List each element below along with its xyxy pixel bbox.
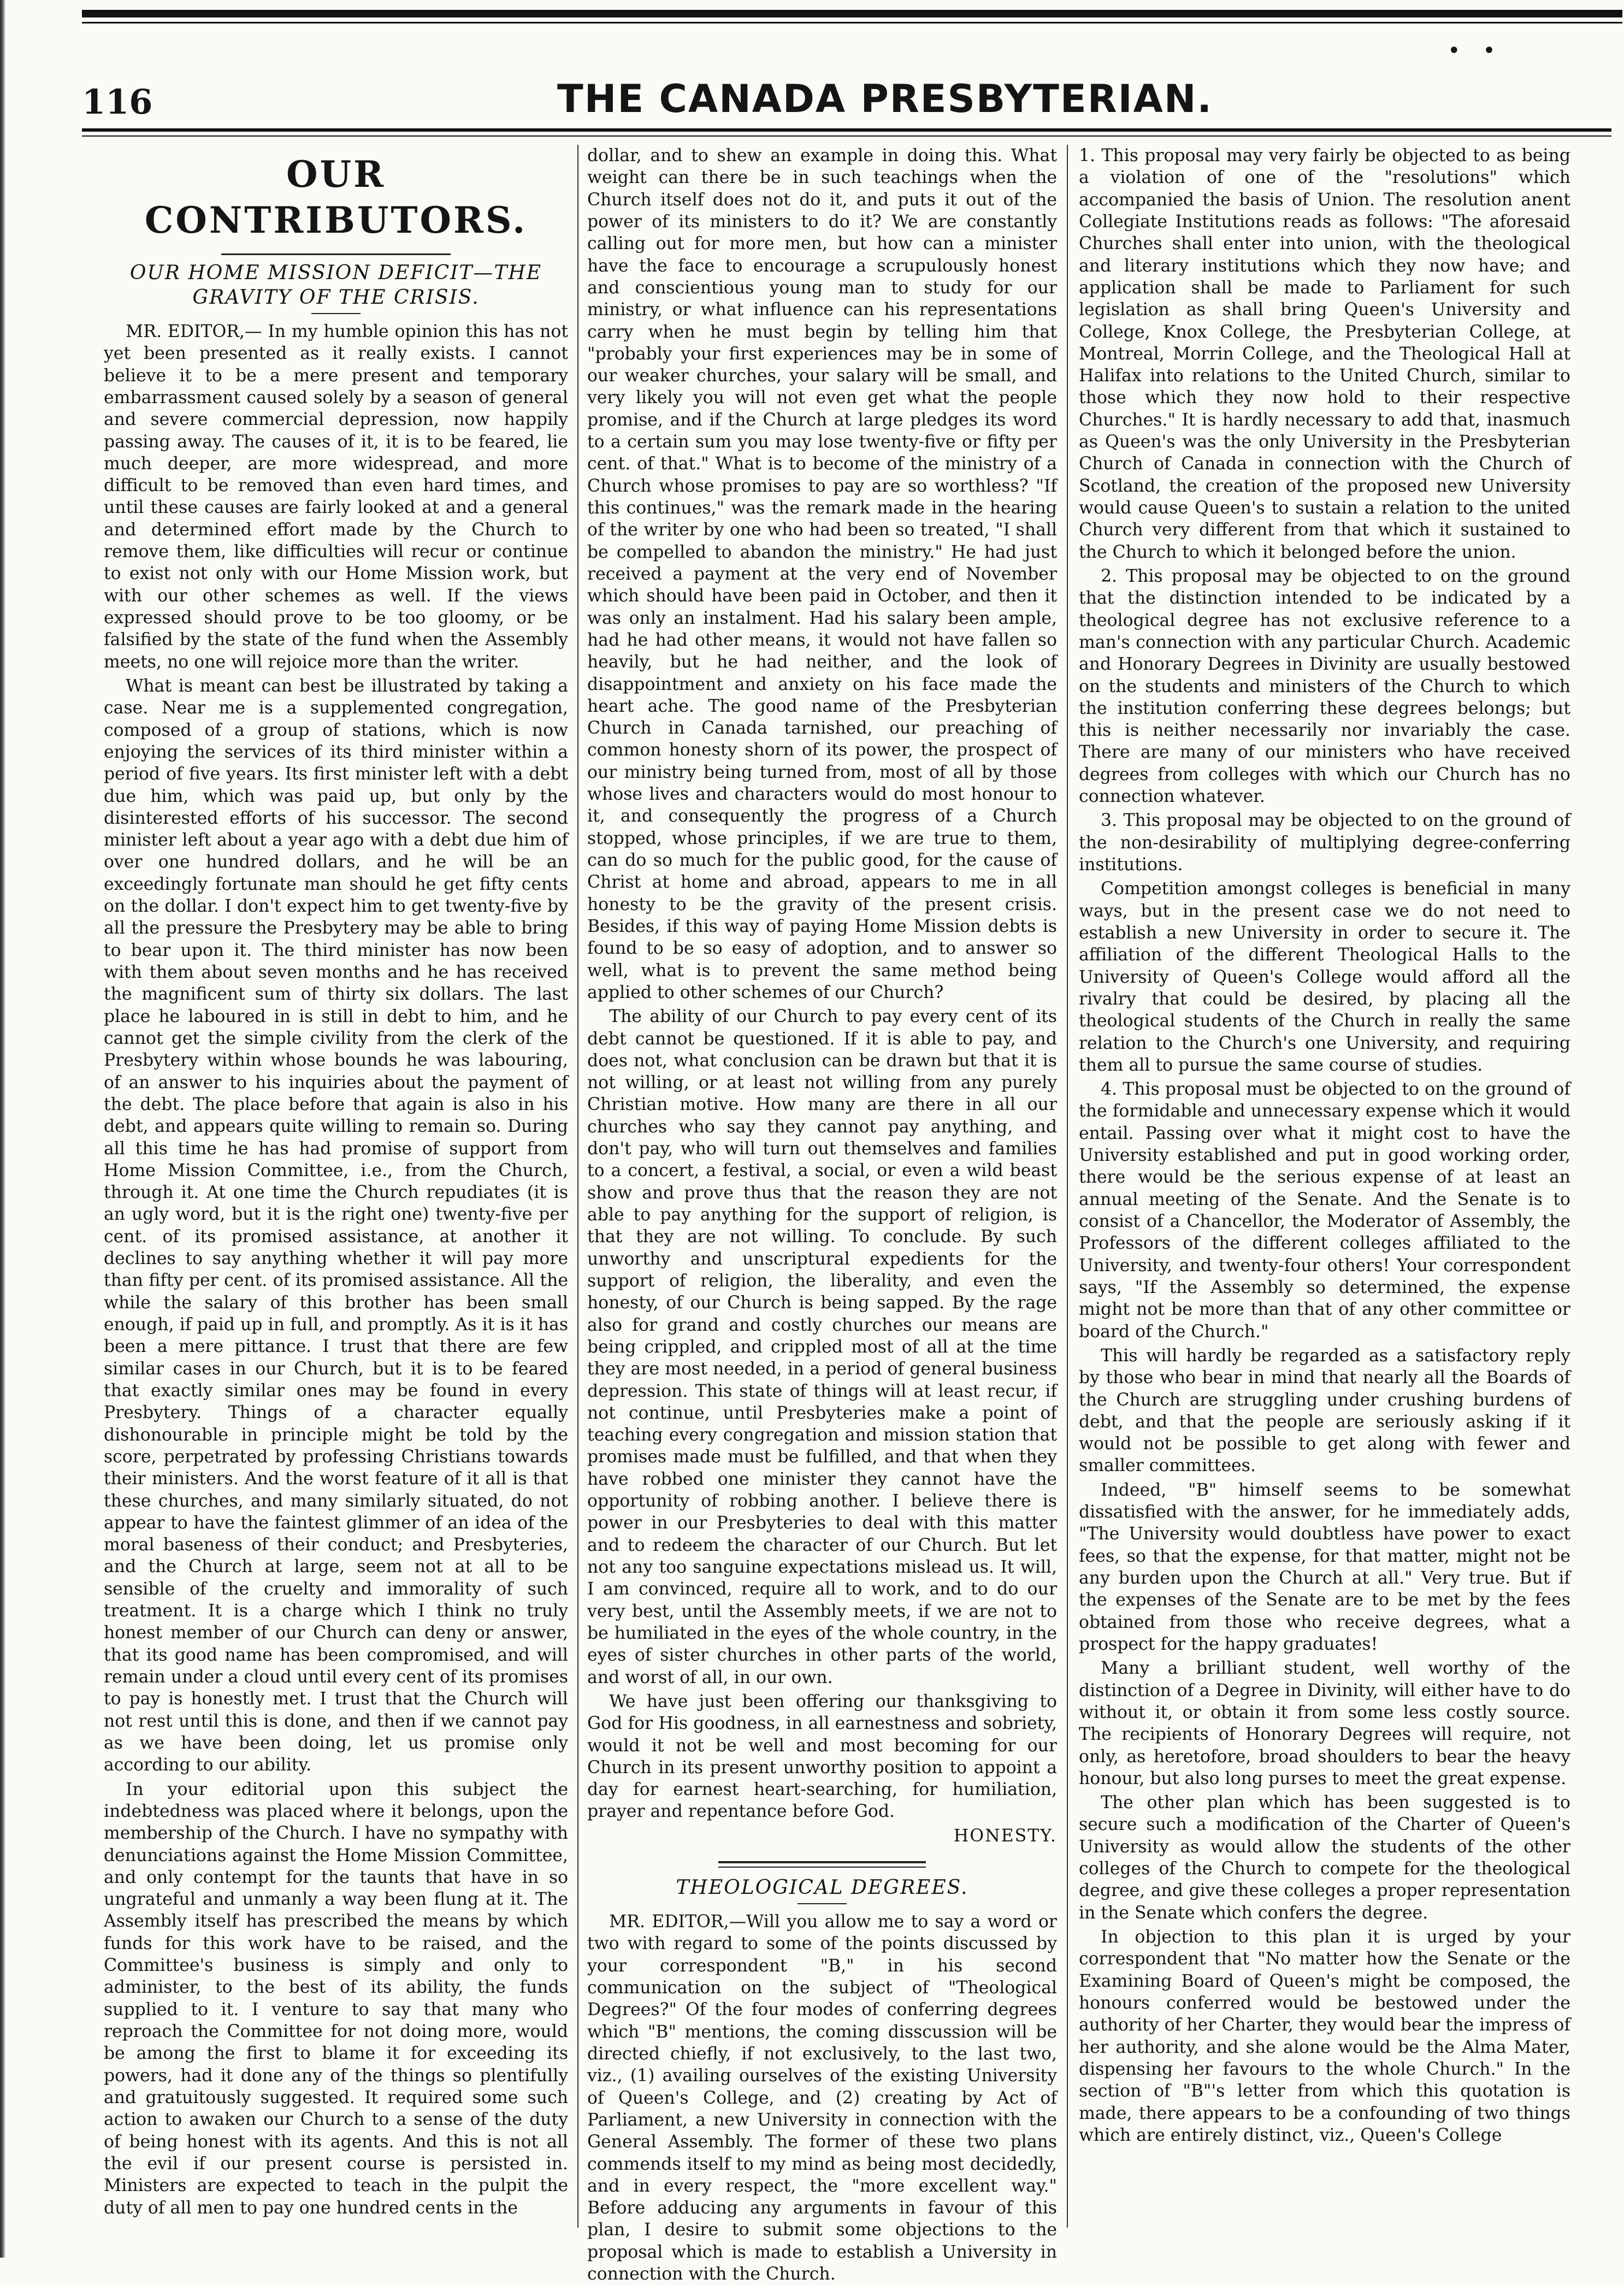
article-paragraph-continued: 1. This proposal may very fairly be objected to as being a violation of one of the "resolutions" which accompanied the basis of Union. The resolution anent Collegiate Institutions reads as follows: "The aforesaid Churches shall enter into union, with the theological and literary institutions which they now have; and application shall be made to Parliament for such legislation as shall bring Queen's University and College, Knox College, the Presbyterian College, at Montreal, Morrin College, and the Theological Hall at Halifax into relations to the United Church, similar to those which they now hold to their respective Churches." It is hardly necessary to add that, inasmuch as Queen's was the only University in the Presbyterian Church of Canada in connection with the Church of Scotland, the creation of the proposed new University would cause Queen's to sustain a relation to the united Church very different from that which it sustained to the Church to which it belonged before the union. (1079, 146, 1570, 562)
salutation: MR. EDITOR,— (609, 1912, 747, 1932)
page-number: 116 (82, 82, 153, 122)
article-paragraph: The other plan which has been suggested is to secure such a modification of the Charter of Queen's University as would allow the students of the other colleges of the Church to compete for the theological degree, and give these colleges a proper representation in the Senate which confers the degree. (1079, 1793, 1570, 1923)
column-2 (587, 145, 1057, 2284)
article-paragraph: The ability of our Church to pay every cent of its debt cannot be questioned. If it is able to pay, and does not, what conclusion can be drawn but that it is not willing, or at least not willing from any purely Christian motive. How many are there in all our churches who say they cannot pay anything, and don't pay, who will turn out themselves and families to a concert, a festival, a social, or even a wild beast show and prove thus that the reason they are not able to pay anything for the support of religion, is that they are not willing. To conclude. By such unworthy and unscriptural expedients for the support of religion, the liberality, and even the honesty, of our Church is being sapped. By the rage also for grand and costly churches our means are being crippled, and crippled most of all at the time they are most needed, in a period of general business depression. This state of things will at least recur, if not continue, until Presbyteries make a point of teaching every congregation and mission station that promises made must be fulfilled, and that when they have robbed one minister they cannot have the opportunity of robbing another. I believe there is power in our Presbyteries to deal with this matter and to redeem the character of our Church. But let not any too sanguine expectations mislead us. It will, I am convinced, require all to work, and to do our very best, until the Assembly meets, if we are not to be humiliated in the eyes of the whole country, in the eyes of sister churches in other parts of the world, and worst of all, in our own. (587, 1007, 1057, 1687)
ink-dots: • • (1448, 38, 1503, 63)
header-rule-thin (82, 135, 1611, 137)
header-rule (82, 128, 1611, 132)
article-paragraph: Competition amongst colleges is beneficial in many ways, but in the present case we do not need to establish a new University in order to secure it. The affiliation of the different Theological Halls to the University of Queen's College would afford all the rivalry that could be desired, by placing all the theological students of the Church in really the same relation to the Church's one University, and requiring them all to pursue the same course of studies. (1079, 879, 1570, 1075)
top-border-thin (82, 22, 1622, 23)
column-3 (1079, 145, 1570, 2228)
top-border (82, 10, 1622, 17)
title-rule-short (311, 313, 361, 314)
article-paragraph: Many a brilliant student, well worthy of the distinction of a Degree in Divinity, will either have to do without it, or obtain it from some less costly source. The recipients of Honorary Degrees will require, not only, as heretofore, broad shoulders to bear the heavy honour, but also long purses to meet the great expense. (1079, 1658, 1570, 1788)
article-paragraph: Indeed, "B" himself seems to be somewhat dissatisfied with the answer, for he immediately adds, "The University would doubtless have power to exact fees, so that the expense, for that matter, might not be any burden upon the Church at all." Very true. But if the expenses of the Senate are to be met by the fees obtained from those who receive degrees, what a prospect for the happy graduates! (1079, 1480, 1570, 1654)
article-paragraph: In objection to this plan it is urged by your correspondent that "No matter how the Senate or the Examining Board of Queen's might be composed, the honours conferred would be bestowed under the authority of her Charter, they would bear the impress of her authority, and she alone would be the Alma Mater, dispensing her favours to the whole Church." In the section of "B"'s letter from which this quotation is made, there appears to be a confounding of two things which are entirely distinct, viz., Queen's College (1079, 1927, 1570, 2145)
article-paragraph: 4. This proposal must be objected to on the ground of the formidable and unnecessary expense which it would entail. Passing over what it might cost to have the University established and put in good working order, there would be the serious expense of at least an annual meeting of the Senate. And the Senate is to consist of a Chancellor, the Moderator of Assembly, the Professors of the different colleges affiliated to the University, and twenty-four others! Your correspondent says, "If the Assembly so determined, the expense might not be more than that of any other committee or board of the Church." (1079, 1079, 1570, 1342)
section-title: OUR CONTRIBUTORS. (144, 153, 528, 242)
paragraph-text: In my humble opinion this has not yet been presented as it really exists. I cannot believe it to be a mere present and temporary embarrassment caused solely by a season of general and severe commercial depression, now happily passing away. The causes of it, it is to be feared, lie much deeper, are more widespread, and more difficult to be removed than even hard times, and until these causes are fairly looked at and a general and determined effort made by the Church to remove them, like difficulties will recur or continue to exist not only with our Home Mission work, but with our other schemes as well. If the views expressed should prove to be too gloomy, or be falsified by the state of the fund when the Assembly meets, no one will rejoice more than the writer. (104, 321, 568, 672)
article-paragraph-continued: dollar, and to shew an example in doing this. What weight can there be in such teachings when the Church itself does not do it, and puts it out of the power of its ministers to do it? We are constantly calling out for more men, but how can a minister have the face to encourage a scrupulously honest and conscientious young man to study for our ministry, or what influence can his representations carry when he must begin by telling him that "probably your first experiences may be in some of our weaker churches, your salary will be small, and very likely you will not even get what the people promise, and if the Church at large pledges its word to a certain sum you may lose twenty-five or fifty per cent. of that." What is to become of the ministry of a Church whose promises to pay are so worthless? "If this continues," was the remark made in the hearing of the writer by one who had been so treated, "I shall be compelled to abandon the ministry." He had just received a payment at the very end of November which should have been paid in October, and then it was only an instalment. Had his salary been ample, had he had other means, it would not have fallen so heavily, but he had neither, and the look of disappointment and anxiety on his face made the heart ache. The good name of the Presbyterian Church in Canada tarnished, our preaching of common honesty shorn of its power, the prospect of our ministry being turned from, most of all by those whose lives and characters would do most honour to it, and consequently the progress of a Church stopped, whose principles, if we are true to them, can do so much for the public good, for the cause of Christ at home and abroad, appears to me in all honesty to be the gravity of the present crisis. Besides, if this way of paying Home Mission debts is found to be so easy of adoption, and to answer so well, what is to prevent the same method being applied to other schemes of our Church? (587, 146, 1057, 1002)
column-rule-2 (1067, 145, 1068, 2228)
article-paragraph: What is meant can best be illustrated by taking a case. Near me is a supplemented congregation, composed of a group of stations, which is now enjoying the services of its third minister within a period of five years. Its first minister left with a debt due him, which was paid up, but only by the disinterested efforts of his successor. The second minister left about a year ago with a debt due him of over one hundred dollars, and he will be an exceedingly fortunate man should he get fifty cents on the dollar. I don't expect him to get twenty-five by all the pressure the Presbytery may be able to bring to bear upon it. The third minister has now been with them about seven months and he has received the magnificent sum of thirty six dollars. The last place he laboured in is still in debt to him, and he cannot get the simple civility from the clerk of the Presbytery within whose bounds he was labouring, of an answer to his inquiries about the payment of the debt. The place before that again is also in his debt, and appears quite willing to remain so. During all this time he has had promise of support from Home Mission Committee, i.e., from the Church, through it. At one time the Church repudiates (it is an ugly word, but it is the right one) twenty-five per cent. of its promised assistance, at another it declines to say anything whether it will pay more than fifty per cent. of its promised assistance. All the while the salary of this brother has been small enough, if paid up in full, and promptly. As it is it has been a mere pittance. I trust that there are few similar cases in our Church, but it is to be feared that exactly similar ones may be found in every Presbytery. Things of a character equally dishonourable in principle might be told by the score, perpetrated by professing Christians towards their ministers. And the worst feature of it all is that these churches, and many similarly situated, do not appear to have the faintest glimmer of an idea of the moral baseness of their conduct; and Presbyteries, and the Church at large, seem not at all to be sensible of the cruelty and immorality of such treatment. It is a charge which I think no truly honest member of our Church can deny or answer, that its good name has been compromised, and will remain under a cloud until every cent of its promises to pay is honestly met. I trust that the Church will not rest until this is done, and then if we cannot pay as we have been doing, let us promise only according to our ability. (104, 676, 568, 1775)
article-paragraph: 3. This proposal may be objected to on the ground of the non-desirability of multiplying degree-conferring institutions. (1079, 811, 1570, 875)
salutation: MR. EDITOR,— (126, 321, 262, 341)
article-divider (718, 1861, 926, 1868)
article-paragraph (587, 1691, 1057, 1823)
article-title: OUR HOME MISSION DEFICIT—THE GRAVITY OF THE CRISIS. (129, 261, 542, 309)
page-edge-shadow (0, 0, 5, 2258)
masthead: THE CANADA PRESBYTERIAN. (557, 76, 1213, 121)
article-paragraph: In your editorial upon this subject the indebtedness was placed where it belongs, upon the membership of the Church. I have no sympathy with denunciations against the Home Mission Committee, and only contempt for the taunts that have in so ungrateful and unmanly a way been flung at it. The Assembly itself has prescribed the means by which funds for this work have to be raised, and the Committee's business is simply and only to administer, to the best of its ability, the funds supplied to it. I venture to say that many who reproach the Committee for not doing more, would be among the first to blame it for exceeding its powers, had it done any of the things so plentifully and gratuitously suggested. It required some such action to awaken our Church to a sense of the duty of being honest with its agents. And this is not all the evil if our present course is persisted in. Ministers are expected to teach in the pulpit the duty of all men to pay one hundred cents in the (104, 1779, 568, 2218)
article-paragraph: 2. This proposal may be objected to on the ground that the distinction intended to be indicated by a theological degree has not exclusive reference to a man's connection with any particular Church. Academic and Honorary Degrees in Divinity are usually bestowed on the students and ministers of the Church to which the institution conferring these degrees belongs; but this is neither necessarily nor invariably the case. There are many of our ministers who have received degrees from colleges with which our Church has no connection whatever. (1079, 566, 1570, 807)
title-rule-short (798, 1903, 847, 1904)
column-1 (104, 145, 568, 2228)
column-rule-1 (577, 145, 578, 2228)
article-paragraph: This will hardly be regarded as a satisfactory reply by those who bear in mind that nearly all the Boards of the Church are struggling under crushing burdens of debt, and that the people are seriously asking if it would not be possible to get along with fewer and smaller committees. (1079, 1345, 1570, 1476)
signature: HONESTY. (953, 1826, 1057, 1846)
paragraph-text: We have just been offering our thanksgiving to God for His goodness, in all earnestness and sobriety, would it not be well and most becoming for our Church in its present unworthy position to appoint a day for earnest heart-searching, for humiliation, prayer and repentance before God. (587, 1691, 1057, 1822)
article-paragraph (104, 321, 568, 673)
article-title: THEOLOGICAL DEGREES. (676, 1876, 969, 1899)
paragraph-text: Will you allow me to say a word or two with regard to some of the points discussed by your correspondent "B," in his second communication on the subject of "Theological Degrees?" Of the four modes of conferring degrees which "B" mentions, the coming disscussion will be directed chiefly, if not exclusively, to the last two, viz., (1) availing ourselves of the existing University of Queen's College, and (2) creating by Act of Parliament, a new University in connection with the General Assembly. The former of these two plans commends itself to my mind as being most decidedly, and in every respect, the "more excellent way." Before adducing any arguments in favour of this plan, I desire to submit some objections to the proposal which is made to establish a University in connection with the Church. (587, 1912, 1057, 2284)
article-paragraph (587, 1911, 1057, 2285)
title-rule (221, 253, 451, 255)
